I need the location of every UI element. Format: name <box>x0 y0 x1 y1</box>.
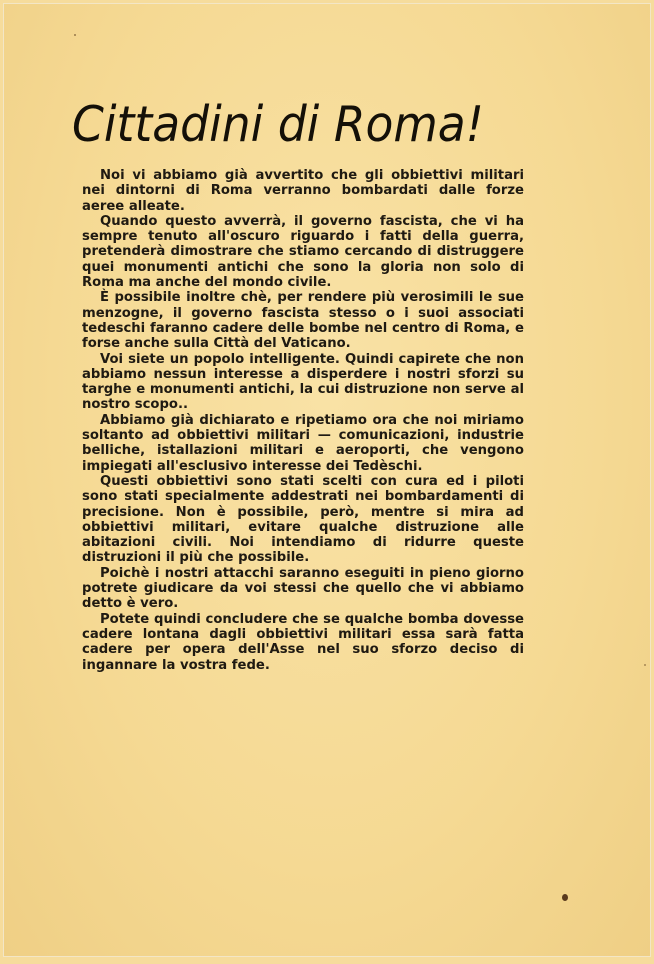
paragraph-8: Potete quindi concludere che se qualche bomba dovesse cadere lontana dagli obbiettivi militari essa sarà fatta cadere per opera dell'Asse nel suo sforzo deciso di ingannare la vostra fede. <box>82 611 524 673</box>
paragraph-6: Questi obbiettivi sono stati scelti con cura ed i piloti sono stati specialmente addestrati nei bombardamenti di precisione. Non è possibile, però, mentre si mira ad obbiettivi militari, evitare qualche distruzione alle abitazioni civili. Noi intendiamo di ridurre queste distruzioni il più che possibile. <box>82 473 524 566</box>
paragraph-3: È possibile inoltre chè, per rendere più verosimili le sue menzogne, il governo fascista stesso o i suoi associati tedeschi faranno cadere delle bombe nel centro di Roma, e forse anche sulla Città del Vaticano. <box>82 290 524 352</box>
paragraph-1: Noi vi abbiamo già avvertito che gli obbiettivi militari nei dintorni di Roma verranno bombardati dalle forze aeree alleate. <box>82 168 524 214</box>
paper-speck <box>644 664 646 666</box>
paragraph-4: Voi siete un popolo intelligente. Quindi capirete che non abbiamo nessun interesse a disperdere i nostri sforzi su targhe e monumenti antichi, la cui distruzione non serve al nostro scopo.. <box>82 351 524 413</box>
paragraph-2: Quando questo avverrà, il governo fascista, che vi ha sempre tenuto all'oscuro riguardo i fatti della guerra, pretenderà dimostrare che stiamo cercando di distruggere quei monumenti antichi che sono la gloria non solo di Roma ma anche del mondo civile. <box>82 213 524 291</box>
paragraph-5: Abbiamo già dichiarato e ripetiamo ora che noi miriamo soltanto ad obbiettivi militari — comunicazioni, industrie belliche, istallazioni militari e aeroporti, che vengono impiegati all'esclusivo interesse dei Tedèschi. <box>82 412 524 474</box>
paper-speck <box>562 894 568 901</box>
leaflet-page <box>4 4 650 956</box>
paper-speck <box>74 34 76 36</box>
paragraph-7: Poichè i nostri attacchi saranno eseguiti in pieno giorno potrete giudicare da voi stessi che quello che vi abbiamo detto è vero. <box>82 565 524 612</box>
leaflet-body <box>82 168 524 673</box>
leaflet-title: Cittadini di Roma! <box>72 96 484 153</box>
